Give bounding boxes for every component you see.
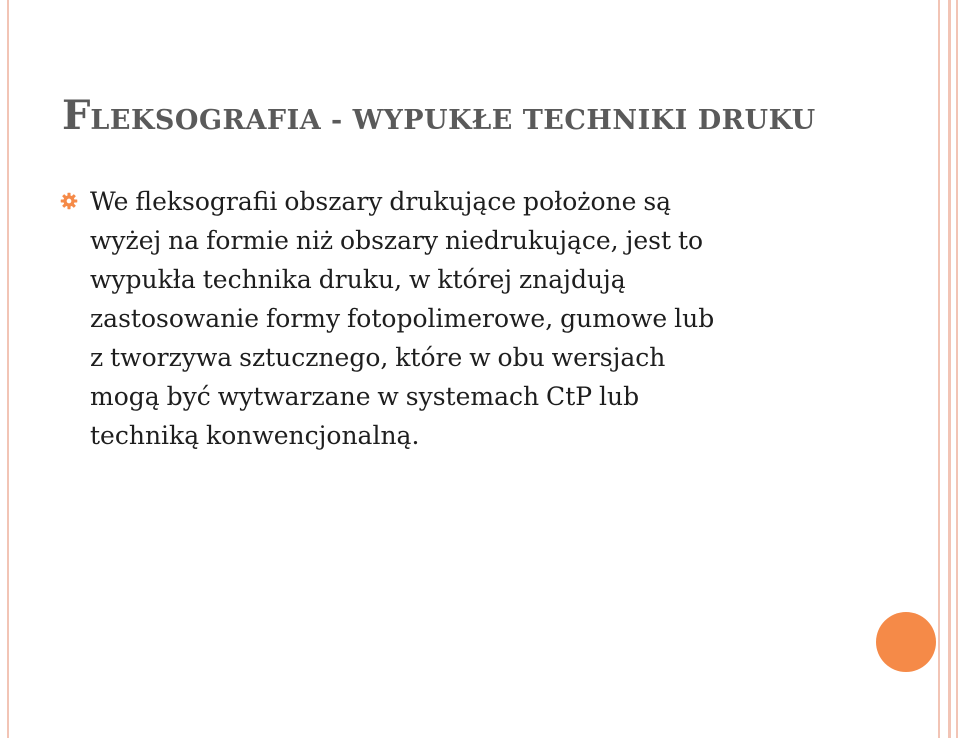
bullet-line: z tworzywa sztucznego, które w obu wersjach	[90, 343, 666, 372]
border-line-right	[948, 0, 951, 738]
border-line-right	[956, 0, 958, 738]
bullet-line: techniką konwencjonalną.	[90, 421, 420, 450]
bullet-line: wypukła technika druku, w której znajdują	[90, 265, 626, 294]
border-line-left	[7, 0, 9, 738]
title-rest: LEKSOGRAFIA - WYPUKŁE TECHNIKI DRUKU	[90, 105, 816, 136]
slide-content	[60, 182, 860, 455]
bullet-line: wyżej na formie niż obszary niedrukujące, jest to	[90, 226, 704, 255]
gear-bullet-icon	[60, 192, 78, 210]
decorative-orange-circle	[876, 612, 936, 672]
bullet-line: mogą być wytwarzane w systemach CtP lub	[90, 382, 640, 411]
bullet-text	[90, 182, 860, 455]
bullet-item	[60, 182, 860, 455]
bullet-line: zastosowanie formy fotopolimerowe, gumowe lub	[90, 304, 715, 333]
title-first-letter: F	[62, 92, 91, 139]
bullet-line: We fleksografii obszary drukujące położone są	[90, 187, 672, 216]
slide-title	[62, 92, 942, 145]
